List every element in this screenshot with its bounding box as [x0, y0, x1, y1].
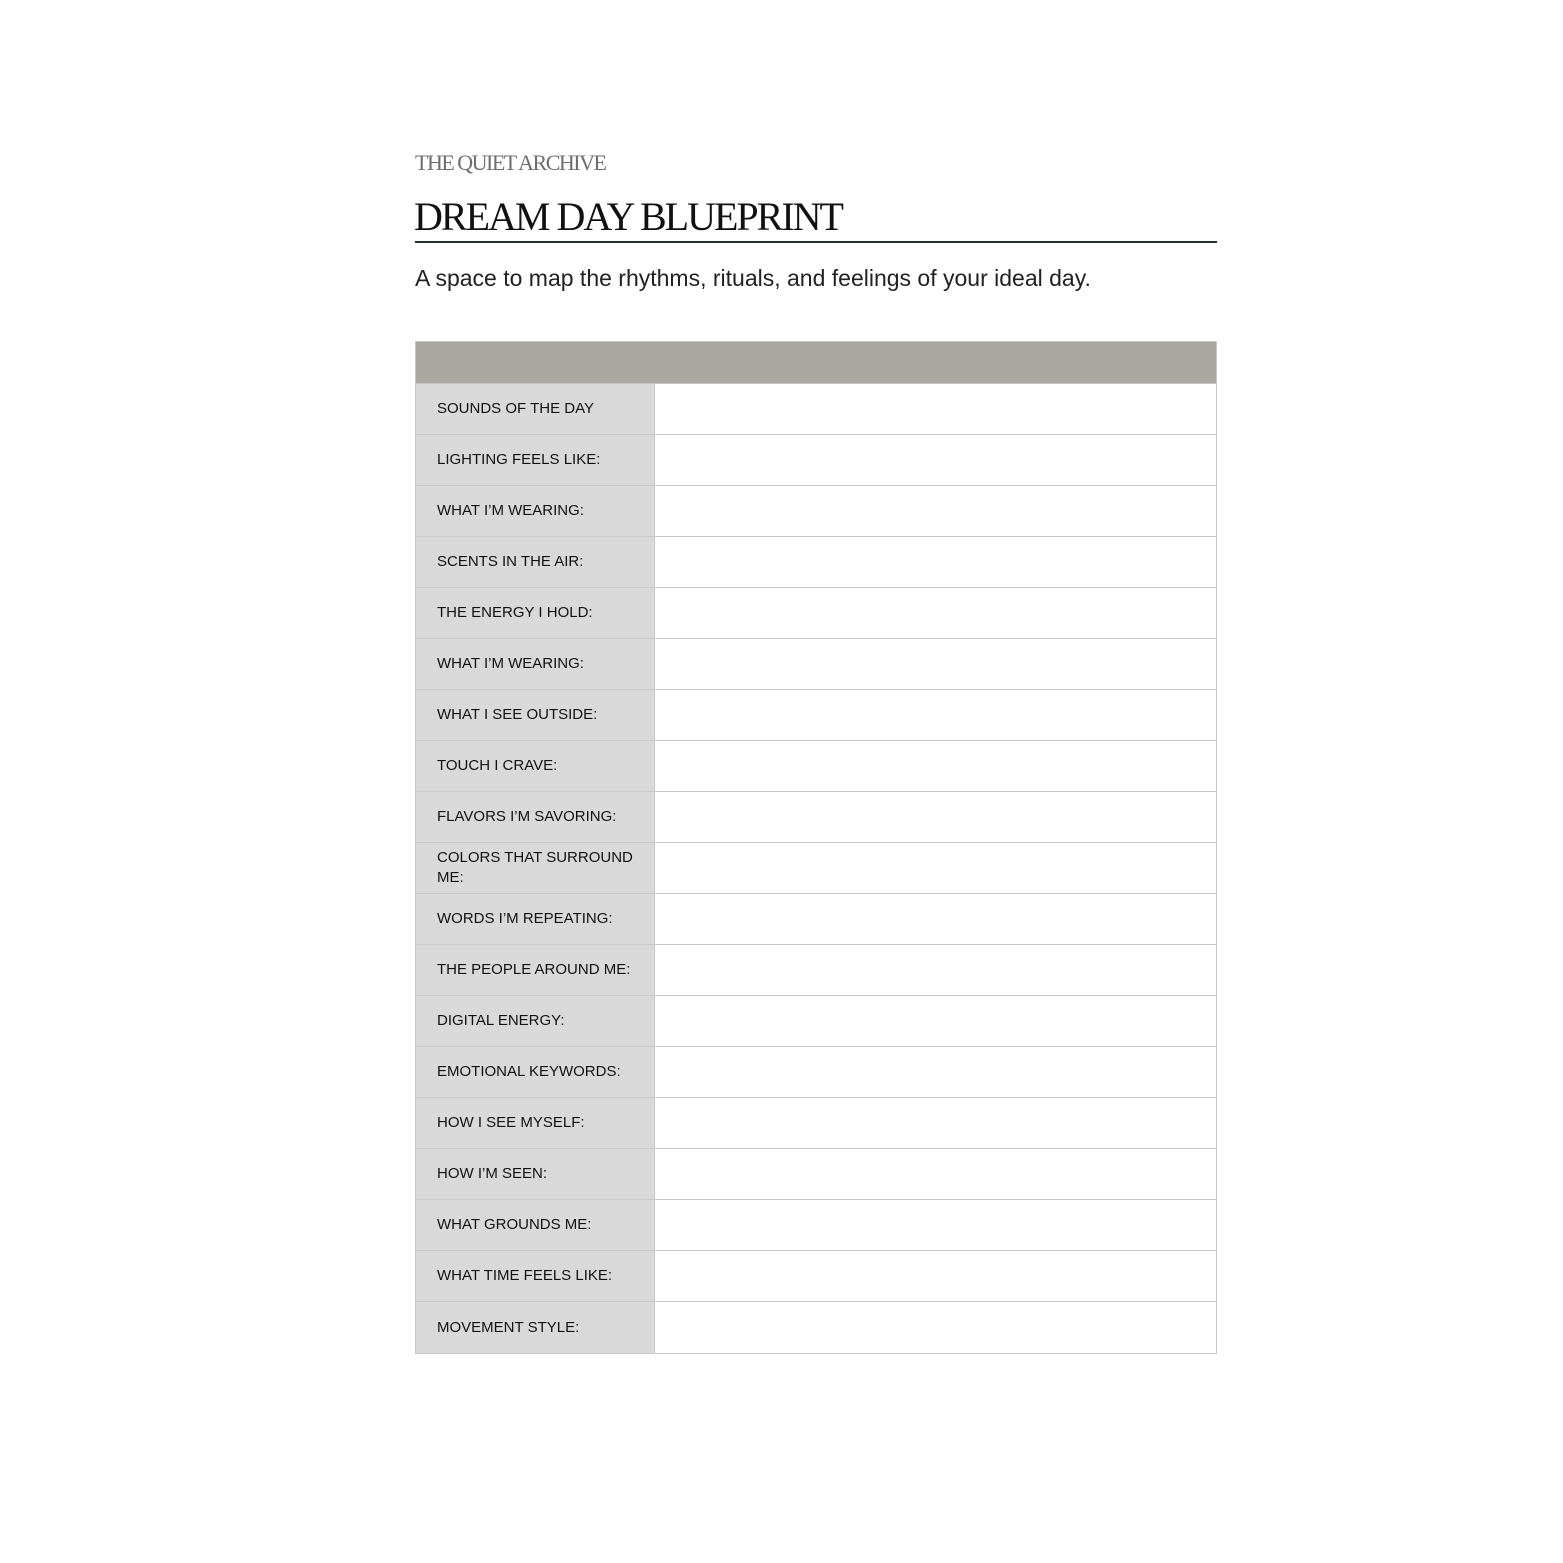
row-label: WHAT I’M WEARING: — [416, 639, 655, 689]
row-entry-field[interactable] — [655, 639, 1216, 689]
row-label: DIGITAL ENERGY: — [416, 996, 655, 1046]
row-entry-field[interactable] — [655, 741, 1216, 791]
title-divider — [415, 241, 1217, 243]
row-entry-field[interactable] — [655, 435, 1216, 485]
table-header-band — [416, 342, 1216, 384]
brand-wordmark: THE QUIET ARCHIVE — [415, 150, 606, 175]
row-label: LIGHTING FEELS LIKE: — [416, 435, 655, 485]
table-row — [416, 1302, 1216, 1353]
row-label: WORDS I’M REPEATING: — [416, 894, 655, 944]
row-entry-field[interactable] — [655, 996, 1216, 1046]
table-row — [416, 639, 1216, 690]
table-row — [416, 690, 1216, 741]
page-subtitle: A space to map the rhythms, rituals, and feelings of your ideal day. — [415, 265, 1091, 291]
row-entry-field[interactable] — [655, 1200, 1216, 1250]
row-entry-field[interactable] — [655, 792, 1216, 842]
table-row — [416, 537, 1216, 588]
row-label: MOVEMENT STYLE: — [416, 1302, 655, 1353]
table-row — [416, 843, 1216, 894]
row-entry-field[interactable] — [655, 1302, 1216, 1353]
row-label: WHAT I’M WEARING: — [416, 486, 655, 536]
table-row — [416, 1251, 1216, 1302]
table-row — [416, 741, 1216, 792]
table-row — [416, 1047, 1216, 1098]
row-label: WHAT TIME FEELS LIKE: — [416, 1251, 655, 1301]
row-label: HOW I SEE MYSELF: — [416, 1098, 655, 1148]
table-row — [416, 588, 1216, 639]
row-entry-field[interactable] — [655, 384, 1216, 434]
row-label: WHAT I SEE OUTSIDE: — [416, 690, 655, 740]
table-row — [416, 996, 1216, 1047]
table-row — [416, 945, 1216, 996]
row-label: HOW I’M SEEN: — [416, 1149, 655, 1199]
row-label: THE ENERGY I HOLD: — [416, 588, 655, 638]
row-entry-field[interactable] — [655, 843, 1216, 893]
table-row — [416, 1200, 1216, 1251]
row-entry-field[interactable] — [655, 588, 1216, 638]
table-row — [416, 792, 1216, 843]
row-entry-field[interactable] — [655, 1251, 1216, 1301]
row-entry-field[interactable] — [655, 894, 1216, 944]
table-row — [416, 486, 1216, 537]
blueprint-table — [415, 341, 1217, 1354]
row-label: COLORS THAT SURROUND ME: — [416, 843, 655, 893]
row-entry-field[interactable] — [655, 1047, 1216, 1097]
row-label: TOUCH I CRAVE: — [416, 741, 655, 791]
row-label: SOUNDS OF THE DAY — [416, 384, 655, 434]
row-label: SCENTS IN THE AIR: — [416, 537, 655, 587]
row-label: WHAT GROUNDS ME: — [416, 1200, 655, 1250]
row-label: THE PEOPLE AROUND ME: — [416, 945, 655, 995]
table-row — [416, 1098, 1216, 1149]
row-entry-field[interactable] — [655, 945, 1216, 995]
row-entry-field[interactable] — [655, 1149, 1216, 1199]
table-row — [416, 1149, 1216, 1200]
row-entry-field[interactable] — [655, 690, 1216, 740]
row-entry-field[interactable] — [655, 537, 1216, 587]
row-label: EMOTIONAL KEYWORDS: — [416, 1047, 655, 1097]
page-title: DREAM DAY BLUEPRINT — [414, 194, 842, 239]
table-row — [416, 894, 1216, 945]
table-row — [416, 384, 1216, 435]
table-body — [416, 384, 1216, 1353]
table-row — [416, 435, 1216, 486]
row-label: FLAVORS I’M SAVORING: — [416, 792, 655, 842]
row-entry-field[interactable] — [655, 486, 1216, 536]
row-entry-field[interactable] — [655, 1098, 1216, 1148]
